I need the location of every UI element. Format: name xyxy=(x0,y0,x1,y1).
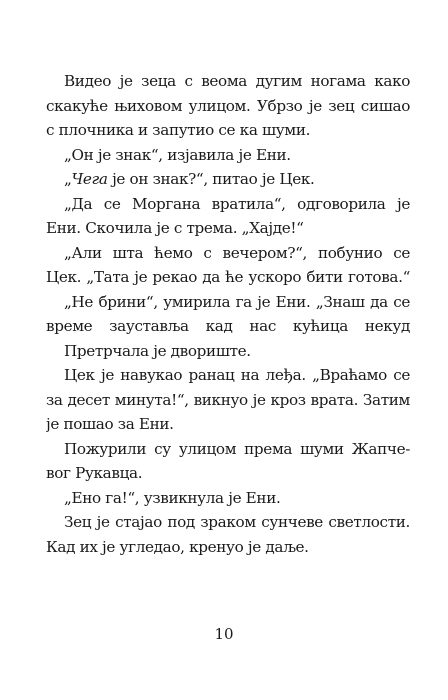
text-line-14: за десет минута!“, викнуо је кроз врата. Затим xyxy=(46,390,410,409)
italic-word: Чега xyxy=(71,170,108,188)
quote-open: „ xyxy=(64,170,72,188)
text-line-20: Кад их је угледао, кренуо је даље. xyxy=(46,537,309,556)
text-line-2: скакуће њиховом улицом. Убрзо је зец сишао xyxy=(46,96,410,115)
line-5-rest: је он знак?“, питао је Цек. xyxy=(107,170,315,188)
text-line-15: је пошао за Ени. xyxy=(46,415,174,433)
page-number: 10 xyxy=(214,625,234,643)
text-line-5 xyxy=(46,167,410,192)
text-line-9: Цек. „Тата је рекао да ће ускоро бити готова.“ xyxy=(46,268,410,286)
text-line-8: „Али шта ћемо с вечером?“, побунио се xyxy=(64,243,410,262)
text-line-19: Зец је стајао под зраком сунчеве светлости. xyxy=(64,513,410,531)
text-line-1: Видео је зеца с веома дугим ногама како xyxy=(64,72,410,90)
body-text xyxy=(46,69,410,559)
text-line-12: Претрчала је двориште. xyxy=(64,341,251,360)
text-line-16: Пожурили су улицом према шуми Жапче- xyxy=(64,439,410,458)
text-line-13: Цек је навукао ранац на леђа. „Враћамо се xyxy=(64,366,410,384)
text-line-10: „Не брини“, умирила га је Ени. „Знаш да се xyxy=(64,292,410,311)
text-line-3: с плочника и запутио се ка шуми. xyxy=(46,121,311,139)
text-line-7: Ени. Скочила је с трема. „Хајде!“ xyxy=(46,219,304,237)
text-line-11: време зауставља кад нас кућица некуд xyxy=(46,317,410,335)
text-line-4: „Он је знак“, изјавила је Ени. xyxy=(64,145,291,164)
text-line-18: „Ено га!“, узвикнула је Ени. xyxy=(64,488,281,507)
text-line-17: вог Рукавца. xyxy=(46,464,143,482)
text-line-6: „Да се Моргана вратила“, одговорила је xyxy=(64,194,410,213)
